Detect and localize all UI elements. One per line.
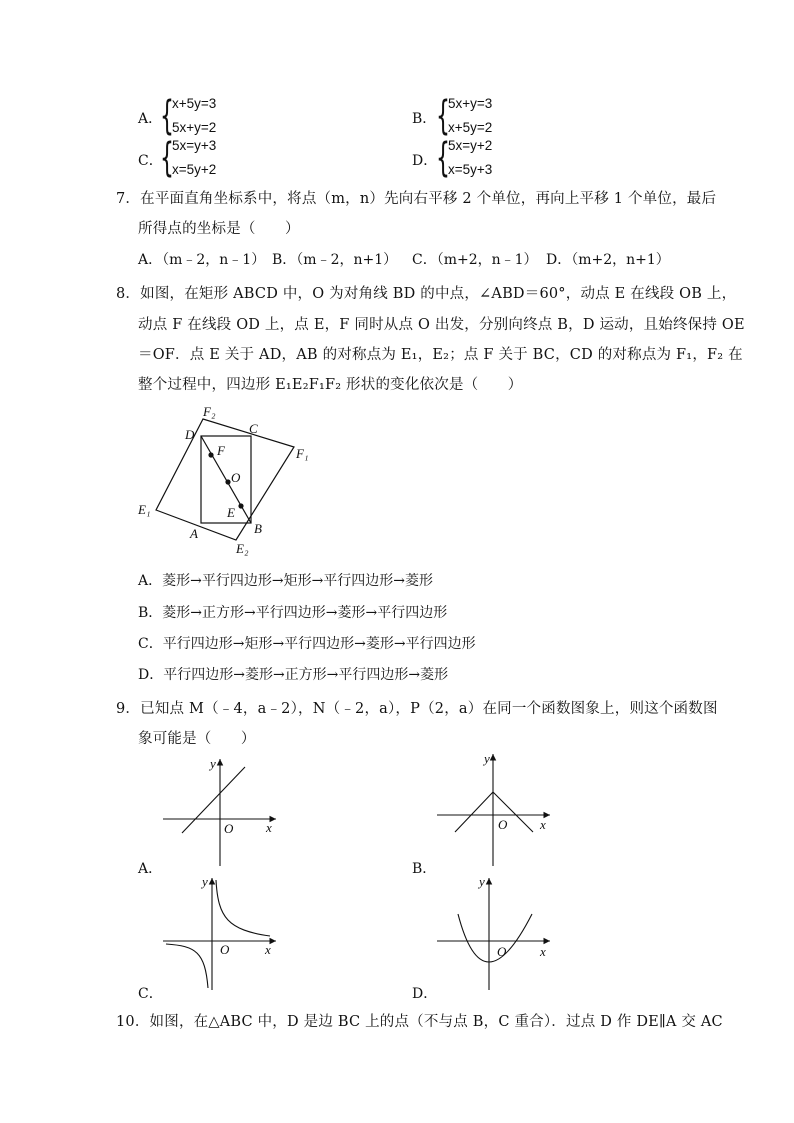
label-e2: E₂ [236, 541, 249, 556]
brace-icon: { [436, 135, 450, 181]
quadrilateral-e1e2f1f2 [156, 419, 294, 540]
origin-label: O [220, 942, 230, 957]
q8-stem-line1: 8．如图，在矩形 ABCD 中，O 为对角线 BD 的中点，∠ABD＝60°，动点 E 在线段 OB 上， [116, 286, 737, 302]
label-e: E [227, 505, 235, 520]
q9-option-a-label: A． [138, 861, 163, 877]
y-axis-label: y [202, 874, 208, 889]
option-label: B． [412, 111, 437, 127]
q9-graph-d [434, 872, 559, 992]
label-f2: F₂ [203, 404, 216, 419]
x-axis-label: x [540, 817, 546, 832]
q7-option-a: A．（m﹣2，n﹣1） [138, 252, 266, 268]
q8-figure [130, 400, 330, 560]
label-f1: F₁ [296, 446, 309, 461]
y-axis-label: y [210, 756, 216, 771]
q8-stem-line3: ＝OF．点 E 关于 AD，AB 的对称点为 E₁，E₂；点 F 关于 BC，CD 的对称点为 F₁，F₂ 在 [138, 347, 743, 363]
q7-option-d: D．（m+2，n+1） [546, 252, 670, 268]
q9-graph-b [434, 750, 559, 870]
label-a: A [190, 526, 198, 541]
brace-icon: { [160, 93, 174, 139]
q7-stem-line1: 7．在平面直角坐标系中，将点（m，n）先向右平移 2 个单位，再向上平移 1 个单位，最后 [116, 191, 717, 207]
diagonal-bd [201, 436, 251, 523]
x-axis-label: x [540, 944, 546, 959]
q8-option-c: C．平行四边形→矩形→平行四边形→菱形→平行四边形 [138, 636, 476, 652]
x-axis-label: x [265, 942, 271, 957]
label-d: D [185, 427, 195, 442]
function-curve [182, 767, 245, 833]
equation: x=5y+3 [448, 162, 493, 177]
q8-option-d: D．平行四边形→菱形→正方形→平行四边形→菱形 [138, 667, 449, 683]
origin-label: O [497, 944, 507, 959]
equation: x=5y+2 [172, 162, 217, 177]
option-label: A． [138, 111, 163, 127]
equation: x+5y=3 [172, 96, 217, 111]
q9-graph-c [160, 872, 285, 992]
q9-option-d-label: D． [412, 986, 438, 1002]
brace-icon: { [160, 135, 174, 181]
equation: 5x=y+3 [172, 138, 217, 153]
function-curve-left [166, 944, 208, 988]
q9-option-c-label: C． [138, 986, 163, 1002]
brace-icon: { [436, 93, 450, 139]
y-axis-label: y [479, 874, 485, 889]
q9-option-b-label: B． [412, 861, 437, 877]
equation: 5x+y=3 [448, 96, 493, 111]
x-axis-label: x [266, 820, 272, 835]
label-f: F [217, 443, 225, 458]
origin-label: O [224, 821, 234, 836]
y-axis-label: y [484, 751, 490, 766]
point-f [208, 452, 213, 457]
function-curve [458, 914, 532, 962]
point-o [225, 479, 230, 484]
option-label: C． [138, 153, 163, 169]
q8-option-a: A．菱形→平行四边形→矩形→平行四边形→菱形 [138, 573, 434, 589]
q8-option-b: B．菱形→正方形→平行四边形→菱形→平行四边形 [138, 605, 448, 621]
function-curve [455, 792, 533, 832]
label-c: C [249, 421, 258, 436]
function-curve-right [216, 880, 270, 936]
q9-graph-a [160, 755, 285, 870]
q7-stem-line2: 所得点的坐标是（ ） [138, 221, 300, 237]
equation: 5x+y=2 [172, 120, 217, 135]
q9-stem-line1: 9．已知点 M（﹣4，a﹣2），N（﹣2，a），P（2，a）在同一个函数图象上，则这个函数图 [116, 701, 718, 717]
q7-option-c: C．（m+2，n﹣1） [412, 252, 538, 268]
label-o: O [231, 470, 241, 485]
equation: 5x=y+2 [448, 138, 493, 153]
q7-option-b: B．（m﹣2，n+1） [272, 252, 398, 268]
q8-stem-line4: 整个过程中，四边形 E₁E₂F₁F₂ 形状的变化依次是（ ） [138, 377, 523, 393]
q10-stem-line1: 10．如图，在△ABC 中，D 是边 BC 上的点（不与点 B，C 重合）．过点 D 作 DE∥A 交 AC [116, 1014, 723, 1030]
q8-stem-line2: 动点 F 在线段 OD 上，点 E，F 同时从点 O 出发，分别向终点 B，D 运动，且始终保持 OE [138, 317, 745, 333]
equation: x+5y=2 [448, 120, 493, 135]
origin-label: O [498, 817, 508, 832]
label-e1: E₁ [138, 502, 151, 517]
point-e [238, 503, 243, 508]
option-label: D． [412, 153, 438, 169]
q9-stem-line2: 象可能是（ ） [138, 731, 256, 747]
label-b: B [254, 521, 262, 536]
